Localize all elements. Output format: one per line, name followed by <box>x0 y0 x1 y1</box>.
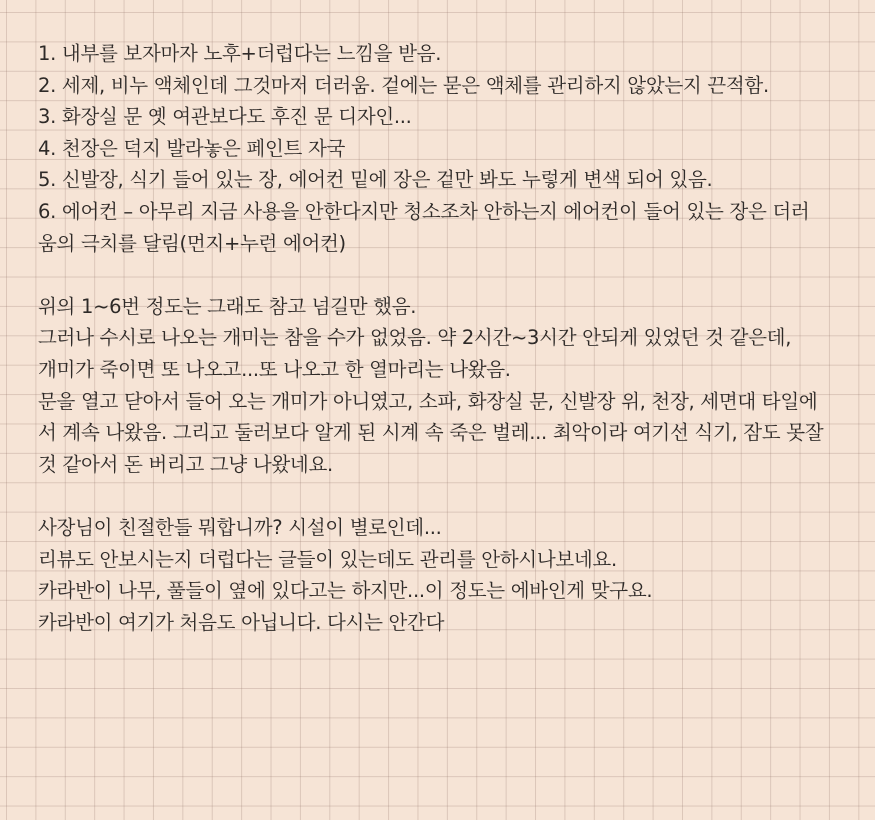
paragraph-line: 개미가 죽이면 또 나오고...또 나오고 한 열마리는 나왔음. <box>38 357 511 381</box>
closing-paragraph <box>38 512 853 638</box>
issue-line: 2. 세제, 비누 액체인데 그것마저 더러움. 겉에는 묻은 액체를 관리하지 않았는지 끈적함. <box>38 73 769 97</box>
issue-line: 5. 신발장, 식기 들어 있는 장, 에어컨 밑에 장은 겉만 봐도 누렇게 변색 되어 있음. <box>38 168 713 192</box>
paragraph-line: 카라반이 나무, 풀들이 옆에 있다고는 하지만...이 정도는 에바인게 맞구요. <box>38 579 653 603</box>
paragraph-gap <box>38 259 853 291</box>
paragraph-line: 것 같아서 돈 버리고 그냥 나왔네요. <box>38 452 333 476</box>
ants-paragraph <box>38 291 853 481</box>
paragraph-line: 사장님이 친절한들 뭐합니까? 시설이 별로인데... <box>38 515 442 539</box>
issue-line: 4. 천장은 덕지 발라놓은 페인트 자국 <box>38 136 346 160</box>
paragraph-line: 위의 1~6번 정도는 그래도 참고 넘길만 했음. <box>38 294 417 318</box>
paragraph-line: 서 계속 나왔음. 그리고 둘러보다 알게 된 시계 속 죽은 벌레... 최악이라 여기선 식기, 잠도 못잘 <box>38 421 824 445</box>
issue-line: 움의 극치를 달림(먼지+누런 에어컨) <box>38 231 346 255</box>
paragraph-line: 리뷰도 안보시는지 더럽다는 글들이 있는데도 관리를 안하시나보네요. <box>38 547 617 571</box>
handwritten-review-note <box>38 38 853 638</box>
issue-line: 6. 에어컨 – 아무리 지금 사용을 안한다지만 청소조차 안하는지 에어컨이 들어 있는 장은 더러 <box>38 199 810 223</box>
paragraph-gap <box>38 480 853 512</box>
issue-line: 3. 화장실 문 옛 여관보다도 후진 문 디자인... <box>38 105 412 129</box>
paragraph-line: 문을 열고 닫아서 들어 오는 개미가 아니였고, 소파, 화장실 문, 신발장 위, 천장, 세면대 타일에 <box>38 389 818 413</box>
paragraph-line: 카라반이 여기가 처음도 아닙니다. 다시는 안간다 <box>38 610 445 634</box>
issues-list <box>38 38 853 259</box>
paragraph-line: 그러나 수시로 나오는 개미는 참을 수가 없었음. 약 2시간~3시간 안되게 있었던 것 같은데, <box>38 326 792 350</box>
issue-line: 1. 내부를 보자마자 노후+더럽다는 느낌을 받음. <box>38 42 442 65</box>
